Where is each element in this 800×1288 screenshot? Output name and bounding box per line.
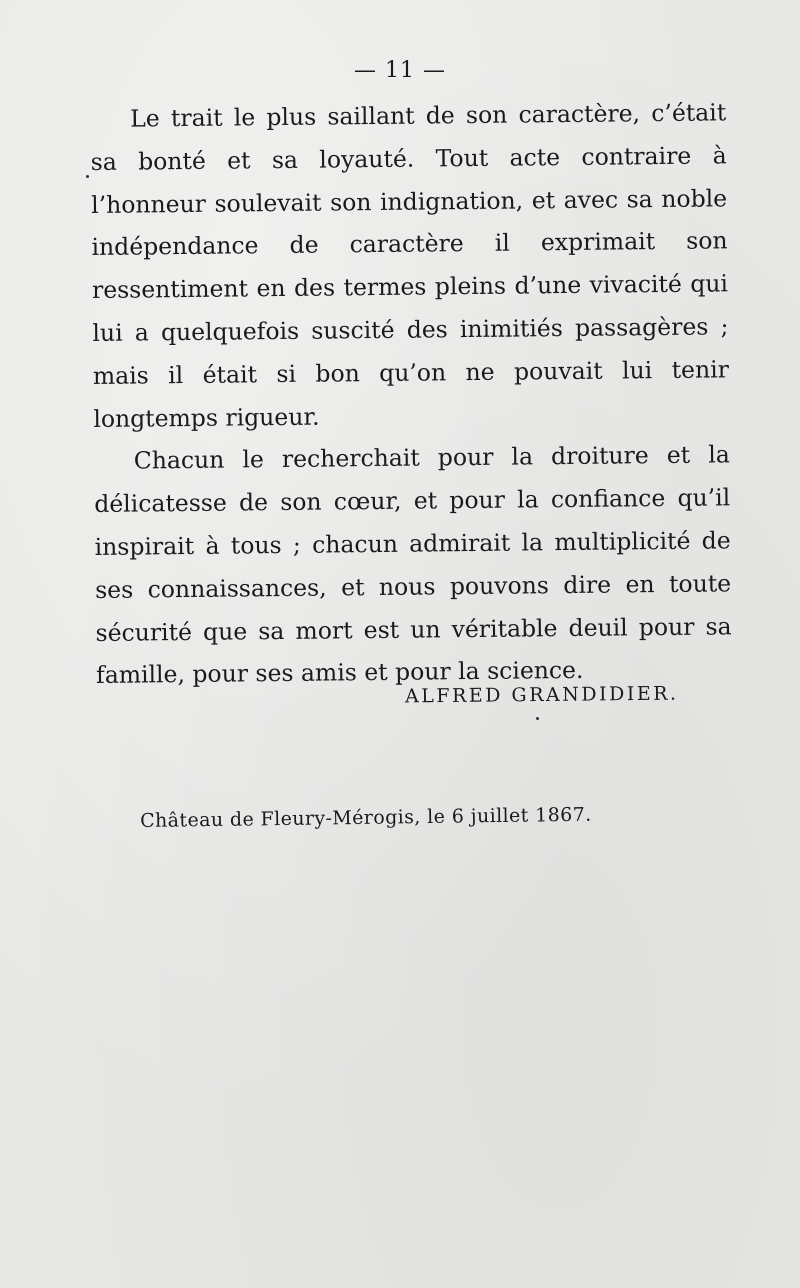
paragraph-1: Le trait le plus saillant de son caractère, c’était sa bonté et sa loyauté. Tout acte contraire à l’honneur soulevait son indignation, et avec sa noble indépendance de caractère il exprimait son ressentiment en des termes pleins d’une vivacité qui lui a quelquefois suscité des inimitiés passagères ; mais il était si bon qu’on ne pouvait lui tenir longtemps rigueur. xyxy=(90,98,730,433)
paragraph-2: Chacun le recherchait pour la droiture et la délicatesse de son cœur, et pour la confiance qu’il inspirait à tous ; chacun admirait la multiplicité de ses connaissances, et nous pouvons dire en toute sécurité que sa mort est un véritable deuil pour sa famille, pour ses amis et pour la science. xyxy=(94,440,732,690)
ink-speck xyxy=(536,717,539,720)
place-date: Château de Fleury-Mérogis, le 6 juillet 1867. xyxy=(140,803,592,832)
page-number: — 11 — xyxy=(354,58,446,83)
body-text xyxy=(90,91,732,697)
signature: ALFRED GRANDIDIER. xyxy=(404,682,679,708)
ink-speck xyxy=(86,175,89,178)
